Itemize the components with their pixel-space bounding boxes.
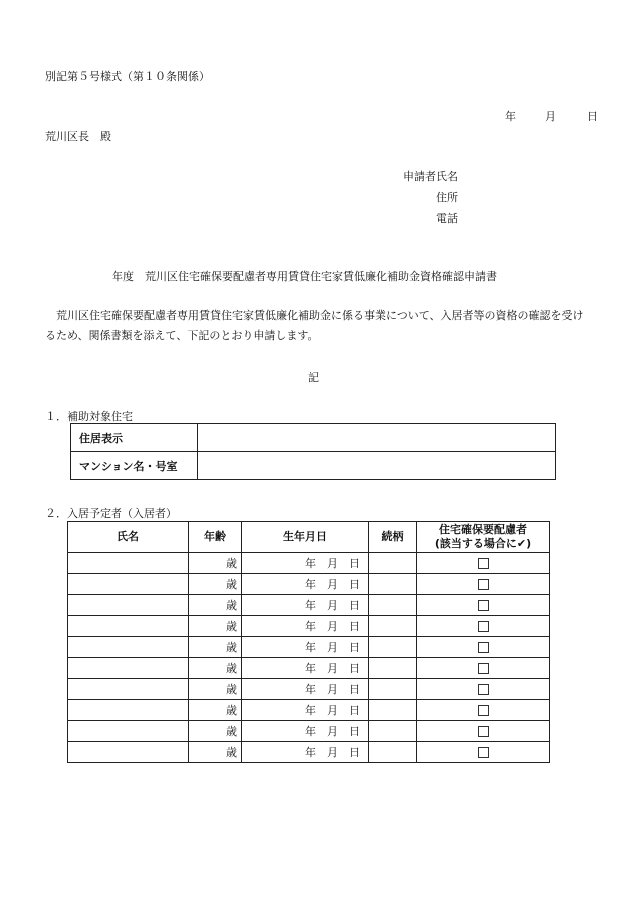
residents-table [67, 521, 550, 763]
resident-age-cell[interactable] [189, 658, 242, 679]
checkbox-icon[interactable] [478, 600, 489, 611]
resident-name-cell[interactable] [68, 553, 189, 574]
col-name: 氏名 [68, 522, 189, 553]
resident-age-cell[interactable] [189, 700, 242, 721]
date-line [505, 108, 598, 124]
resident-row [68, 595, 550, 616]
checkbox-icon[interactable] [478, 684, 489, 695]
age-unit: 歳 [226, 746, 237, 759]
section2-heading: ２．入居予定者（入居者） [45, 507, 177, 520]
checkbox-icon[interactable] [478, 558, 489, 569]
resident-priority-cell [417, 742, 550, 763]
dob-text: 年 月 日 [305, 746, 360, 759]
residents-header-row [68, 522, 550, 553]
resident-age-cell[interactable] [189, 742, 242, 763]
resident-age-cell[interactable] [189, 616, 242, 637]
form-number: 別記第５号様式（第１０条関係） [45, 70, 210, 83]
resident-relation-cell[interactable] [369, 700, 417, 721]
resident-name-cell[interactable] [68, 700, 189, 721]
resident-row [68, 700, 550, 721]
resident-row [68, 658, 550, 679]
resident-age-cell[interactable] [189, 553, 242, 574]
col-priority-note: (該当する場合に✔) [434, 537, 532, 550]
date-day: 日 [587, 110, 598, 123]
dob-text: 年 月 日 [305, 599, 360, 612]
resident-name-cell[interactable] [68, 637, 189, 658]
resident-row [68, 637, 550, 658]
resident-priority-cell [417, 553, 550, 574]
housing-address-field[interactable] [198, 424, 556, 452]
checkbox-icon[interactable] [478, 705, 489, 716]
age-unit: 歳 [226, 557, 237, 570]
applicant-block [398, 168, 458, 231]
resident-name-cell[interactable] [68, 679, 189, 700]
addressee: 荒川区長 殿 [45, 130, 111, 143]
checkbox-icon[interactable] [478, 663, 489, 674]
resident-row [68, 553, 550, 574]
resident-row [68, 721, 550, 742]
resident-dob-cell[interactable] [242, 742, 369, 763]
age-unit: 歳 [226, 683, 237, 696]
document-body: 荒川区住宅確保要配慮者専用賃貸住宅家賃低廉化補助金に係る事業について、入居者等の資格の確認を受けるため、関係書類を添えて、下記のとおり申請します。 [45, 309, 584, 342]
resident-dob-cell[interactable] [242, 721, 369, 742]
resident-dob-cell[interactable] [242, 574, 369, 595]
col-dob: 生年月日 [242, 522, 369, 553]
resident-relation-cell[interactable] [369, 637, 417, 658]
resident-relation-cell[interactable] [369, 616, 417, 637]
housing-mansion-field[interactable] [198, 452, 556, 480]
applicant-name-label: 申請者氏名 [403, 170, 458, 183]
document-title: 年度 荒川区住宅確保要配慮者専用賃貸住宅家賃低廉化補助金資格確認申請書 [112, 270, 497, 283]
age-unit: 歳 [226, 599, 237, 612]
resident-priority-cell [417, 658, 550, 679]
dob-text: 年 月 日 [305, 557, 360, 570]
resident-name-cell[interactable] [68, 658, 189, 679]
col-priority [417, 522, 550, 553]
dob-text: 年 月 日 [305, 704, 360, 717]
resident-age-cell[interactable] [189, 574, 242, 595]
resident-age-cell[interactable] [189, 637, 242, 658]
dob-text: 年 月 日 [305, 641, 360, 654]
resident-dob-cell[interactable] [242, 616, 369, 637]
resident-priority-cell [417, 637, 550, 658]
resident-relation-cell[interactable] [369, 742, 417, 763]
resident-priority-cell [417, 595, 550, 616]
housing-row [71, 452, 556, 480]
resident-age-cell[interactable] [189, 721, 242, 742]
col-relation: 続柄 [369, 522, 417, 553]
resident-dob-cell[interactable] [242, 679, 369, 700]
section1-heading: １．補助対象住宅 [45, 410, 133, 423]
checkbox-icon[interactable] [478, 726, 489, 737]
resident-row [68, 742, 550, 763]
resident-age-cell[interactable] [189, 595, 242, 616]
age-unit: 歳 [226, 620, 237, 633]
applicant-address-label: 住所 [436, 191, 458, 204]
resident-row [68, 679, 550, 700]
resident-dob-cell[interactable] [242, 700, 369, 721]
dob-text: 年 月 日 [305, 578, 360, 591]
resident-dob-cell[interactable] [242, 658, 369, 679]
checkbox-icon[interactable] [478, 642, 489, 653]
age-unit: 歳 [226, 704, 237, 717]
resident-name-cell[interactable] [68, 742, 189, 763]
dob-text: 年 月 日 [305, 725, 360, 738]
date-year: 年 [505, 110, 516, 123]
ki-label: 記 [308, 371, 319, 384]
col-priority-title: 住宅確保要配慮者 [439, 523, 527, 536]
resident-name-cell[interactable] [68, 595, 189, 616]
resident-relation-cell[interactable] [369, 658, 417, 679]
resident-row [68, 616, 550, 637]
age-unit: 歳 [226, 641, 237, 654]
checkbox-icon[interactable] [478, 747, 489, 758]
age-unit: 歳 [226, 662, 237, 675]
resident-relation-cell[interactable] [369, 553, 417, 574]
resident-name-cell[interactable] [68, 721, 189, 742]
dob-text: 年 月 日 [305, 662, 360, 675]
col-age: 年齢 [189, 522, 242, 553]
resident-relation-cell[interactable] [369, 574, 417, 595]
checkbox-icon[interactable] [478, 579, 489, 590]
resident-priority-cell [417, 721, 550, 742]
dob-text: 年 月 日 [305, 683, 360, 696]
housing-address-label: 住居表示 [71, 424, 198, 452]
housing-row [71, 424, 556, 452]
resident-name-cell[interactable] [68, 574, 189, 595]
resident-relation-cell[interactable] [369, 679, 417, 700]
resident-priority-cell [417, 679, 550, 700]
resident-priority-cell [417, 574, 550, 595]
date-month: 月 [545, 110, 556, 123]
age-unit: 歳 [226, 578, 237, 591]
resident-dob-cell[interactable] [242, 553, 369, 574]
resident-priority-cell [417, 700, 550, 721]
age-unit: 歳 [226, 725, 237, 738]
applicant-phone-label: 電話 [436, 212, 458, 225]
resident-dob-cell[interactable] [242, 637, 369, 658]
checkbox-icon[interactable] [478, 621, 489, 632]
resident-name-cell[interactable] [68, 616, 189, 637]
housing-mansion-label: マンション名・号室 [71, 452, 198, 480]
dob-text: 年 月 日 [305, 620, 360, 633]
resident-relation-cell[interactable] [369, 595, 417, 616]
housing-table [70, 423, 556, 480]
resident-age-cell[interactable] [189, 679, 242, 700]
resident-priority-cell [417, 616, 550, 637]
resident-row [68, 574, 550, 595]
resident-relation-cell[interactable] [369, 721, 417, 742]
resident-dob-cell[interactable] [242, 595, 369, 616]
